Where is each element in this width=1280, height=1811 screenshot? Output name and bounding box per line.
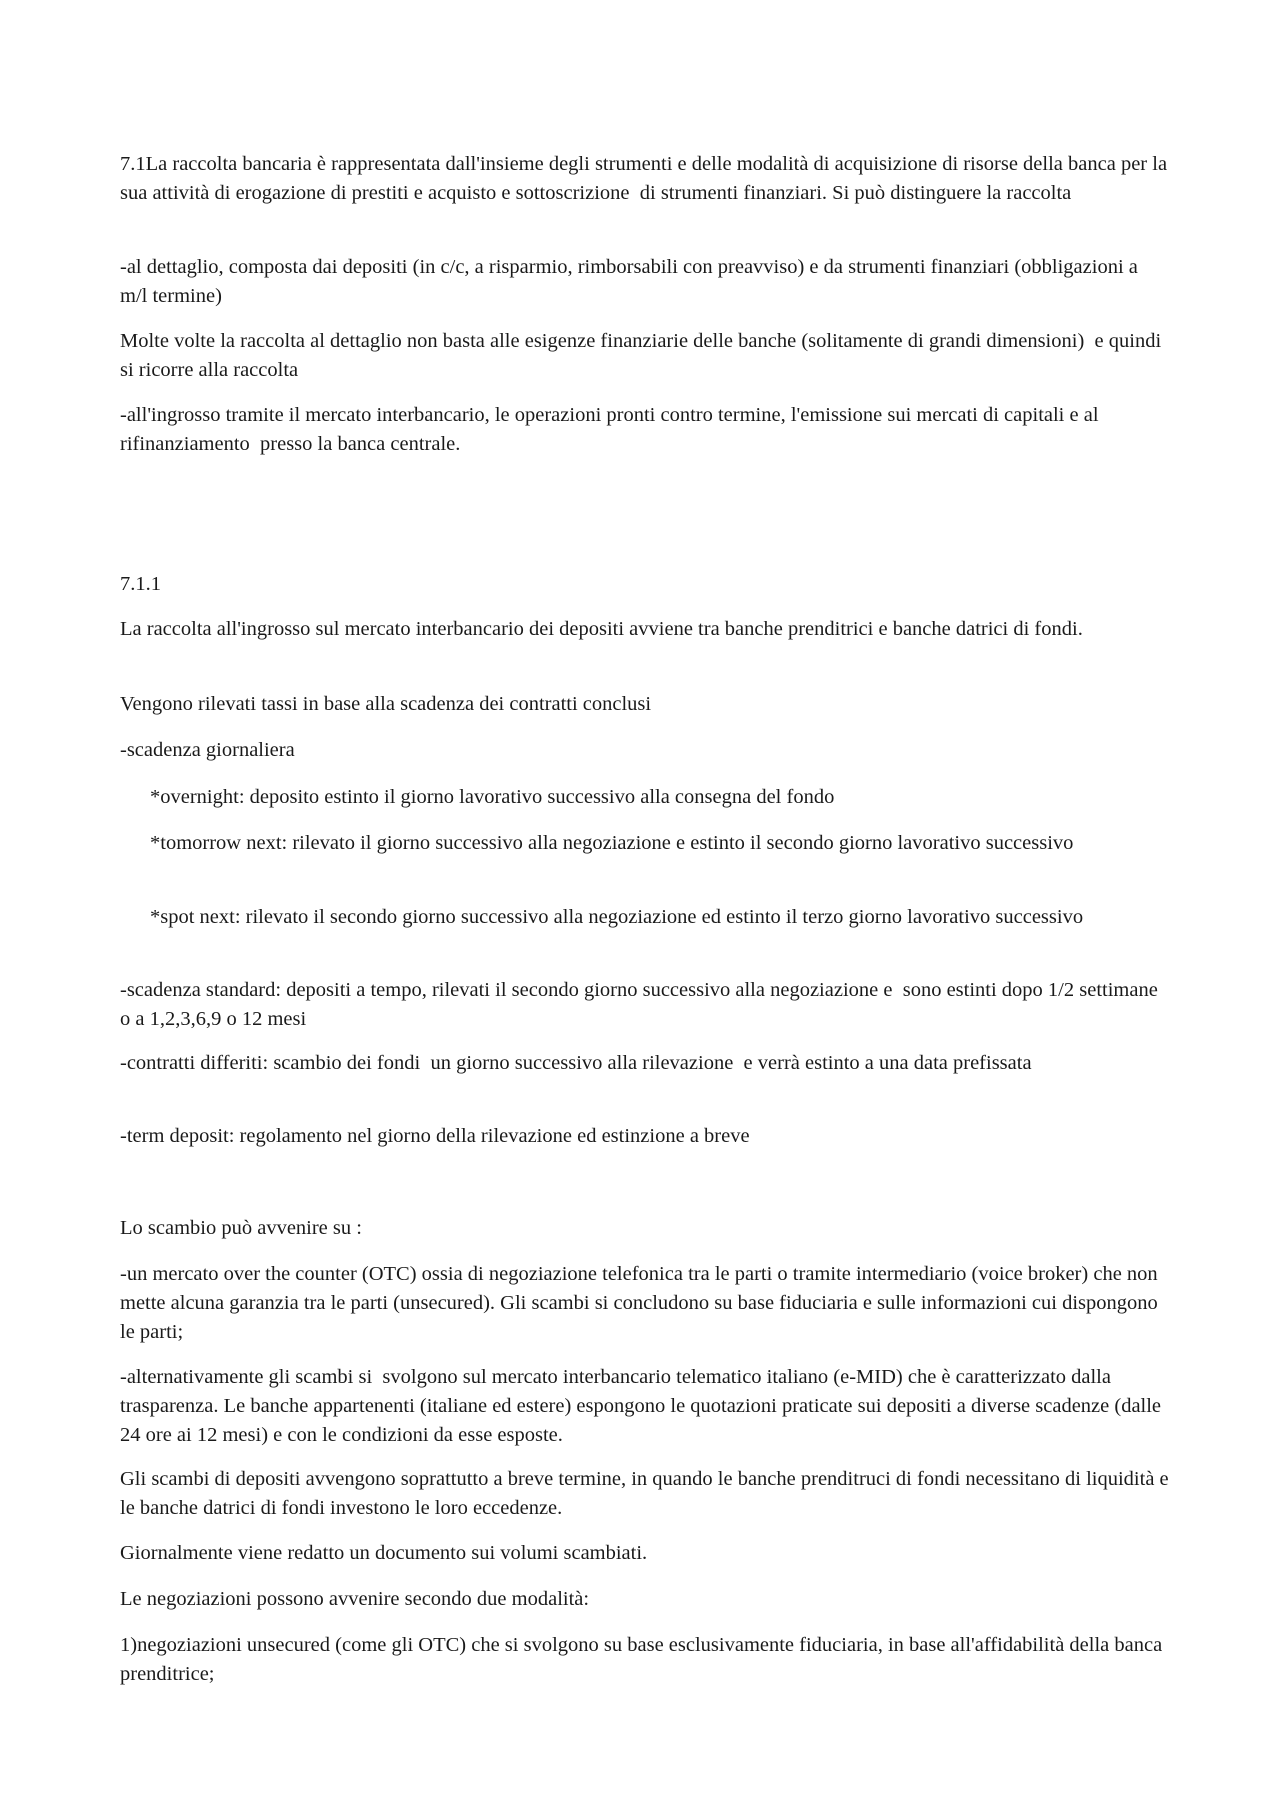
paragraph-mercato-interbancario: La raccolta all'ingrosso sul mercato interbancario dei depositi avviene tra banche prenditrici e banche datrici di fondi.: [120, 618, 1083, 640]
paragraph-scambio: Lo scambio può avvenire su :: [120, 1217, 362, 1239]
list-item-overnight: *overnight: deposito estinto il giorno lavorativo successivo alla consegna del fondo: [150, 786, 835, 808]
paragraph-intro: 7.1La raccolta bancaria è rappresentata dall'insieme degli strumenti e delle modalità di acquisizione di risorse della banca per la sua attività di erogazione di prestiti e acquisto e sottoscrizione di strumenti finanziari. Si può distinguere la raccolta: [120, 153, 1173, 204]
paragraph-term-deposit: -term deposit: regolamento nel giorno della rilevazione ed estinzione a breve: [120, 1125, 750, 1147]
paragraph-unsecured: 1)negoziazioni unsecured (come gli OTC) che si svolgono su base esclusivamente fiduciaria, in base all'affidabilità della banca prenditrice;: [120, 1634, 1173, 1685]
paragraph-negoziazioni: Le negoziazioni possono avvenire secondo due modalità:: [120, 1588, 590, 1610]
list-item-spot-next: *spot next: rilevato il secondo giorno successivo alla negoziazione ed estinto il terzo giorno lavorativo successivo: [150, 906, 1084, 928]
paragraph-giornalmente: Giornalmente viene redatto un documento sui volumi scambiati.: [120, 1542, 648, 1564]
paragraph-scadenza-giornaliera: -scadenza giornaliera: [120, 739, 295, 761]
paragraph-ingrosso: -all'ingrosso tramite il mercato interbancario, le operazioni pronti contro termine, l'emissione sui mercati di capitali e al rifinanziamento presso la banca centrale.: [120, 404, 1104, 455]
paragraph-emid: -alternativamente gli scambi si svolgono sul mercato interbancario telematico italiano (e-MID) che è caratterizzato dalla trasparenza. Le banche appartenenti (italiane ed estere) espongono le quotazioni praticate sui depositi a diverse scadenze (dalle 24 ore ai 12 mesi) e con le condizioni da esse esposte.: [120, 1366, 1167, 1446]
paragraph-contratti-differiti: -contratti differiti: scambio dei fondi un giorno successivo alla rilevazione e verrà estinto a una data prefissata: [120, 1052, 1032, 1074]
paragraph-molte-volte: Molte volte la raccolta al dettaglio non basta alle esigenze finanziarie delle banche (solitamente di grandi dimensioni) e quindi si ricorre alla raccolta: [120, 330, 1167, 381]
paragraph-dettaglio: -al dettaglio, composta dai depositi (in c/c, a risparmio, rimborsabili con preavviso) e da strumenti finanziari (obbligazioni a m/l termine): [120, 256, 1143, 307]
list-item-tomorrow-next: *tomorrow next: rilevato il giorno successivo alla negoziazione e estinto il secondo giorno lavorativo successivo: [150, 832, 1074, 854]
section-heading: 7.1.1: [120, 573, 161, 595]
paragraph-tassi: Vengono rilevati tassi in base alla scadenza dei contratti conclusi: [120, 693, 652, 715]
paragraph-breve-termine: Gli scambi di depositi avvengono soprattutto a breve termine, in quando le banche prenditruci di fondi necessitano di liquidità e le banche datrici di fondi investono le loro eccedenze.: [120, 1468, 1174, 1519]
paragraph-otc: -un mercato over the counter (OTC) ossia di negoziazione telefonica tra le parti o tramite intermediario (voice broker) che non mette alcuna garanzia tra le parti (unsecured). Gli scambi si concludono su base fiduciaria e sulle informazioni cui dispongono le parti;: [120, 1263, 1163, 1343]
paragraph-scadenza-standard: -scadenza standard: depositi a tempo, rilevati il secondo giorno successivo alla negoziazione e sono estinti dopo 1/2 settimane o a 1,2,3,6,9 o 12 mesi: [120, 979, 1163, 1030]
